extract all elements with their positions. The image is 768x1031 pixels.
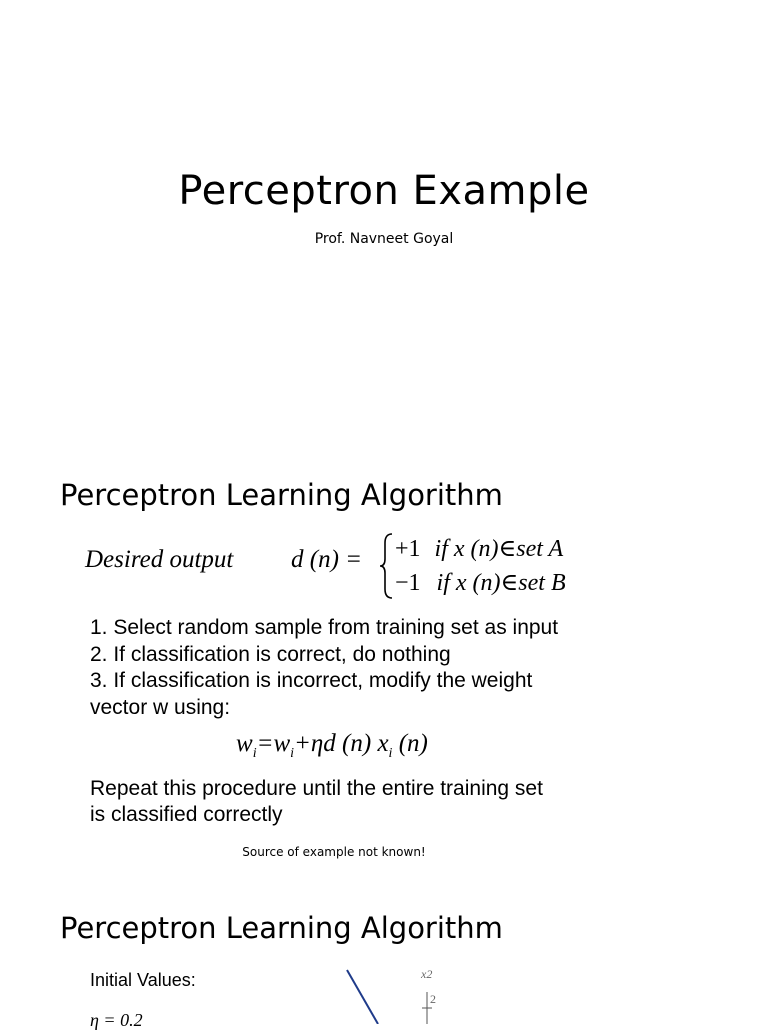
slide-author: Prof. Navneet Goyal [314,231,454,247]
repeat-instruction [90,776,543,828]
tick-label-2: 2 [430,992,436,1006]
case2-condition: if x (n)∈set B [436,570,566,596]
case1-condition: if x (n)∈set A [434,536,564,562]
initial-values-label: Initial Values: [90,970,196,990]
section-title-learning-algorithm-2: Perceptron Learning Algorithm [60,911,503,945]
desired-output-label: Desired output [85,546,234,573]
axis-label-x2: x2 [421,967,433,981]
dn-lhs: d (n) = [291,546,363,573]
slide-title: Perceptron Example [178,168,590,214]
source-note: Source of example not known! [242,845,426,859]
left-brace-icon [378,531,394,601]
eta-line: η = 0.2 [90,1010,143,1030]
case1-value: +1 [395,536,421,562]
step-3-continued: vector w using: [90,695,231,719]
repeat-line-2: is classified correctly [90,803,283,826]
repeat-line-1: Repeat this procedure until the entire training set [90,777,543,800]
decision-line [347,970,378,1024]
step-3: 3. If classification is incorrect, modify the weight [90,669,533,692]
step-2: 2. If classification is correct, do nothing [90,642,451,666]
case-set-a [395,534,563,563]
section-title-learning-algorithm: Perceptron Learning Algorithm [60,478,503,512]
case2-value: −1 [395,570,421,596]
weight-update-formula: $w_i=w_i+\eta d$ (n) $x_i$ (n) [236,730,428,761]
case-set-b [395,568,566,597]
algorithm-steps [90,615,558,721]
step-1: 1. Select random sample from training set as input [90,616,559,639]
